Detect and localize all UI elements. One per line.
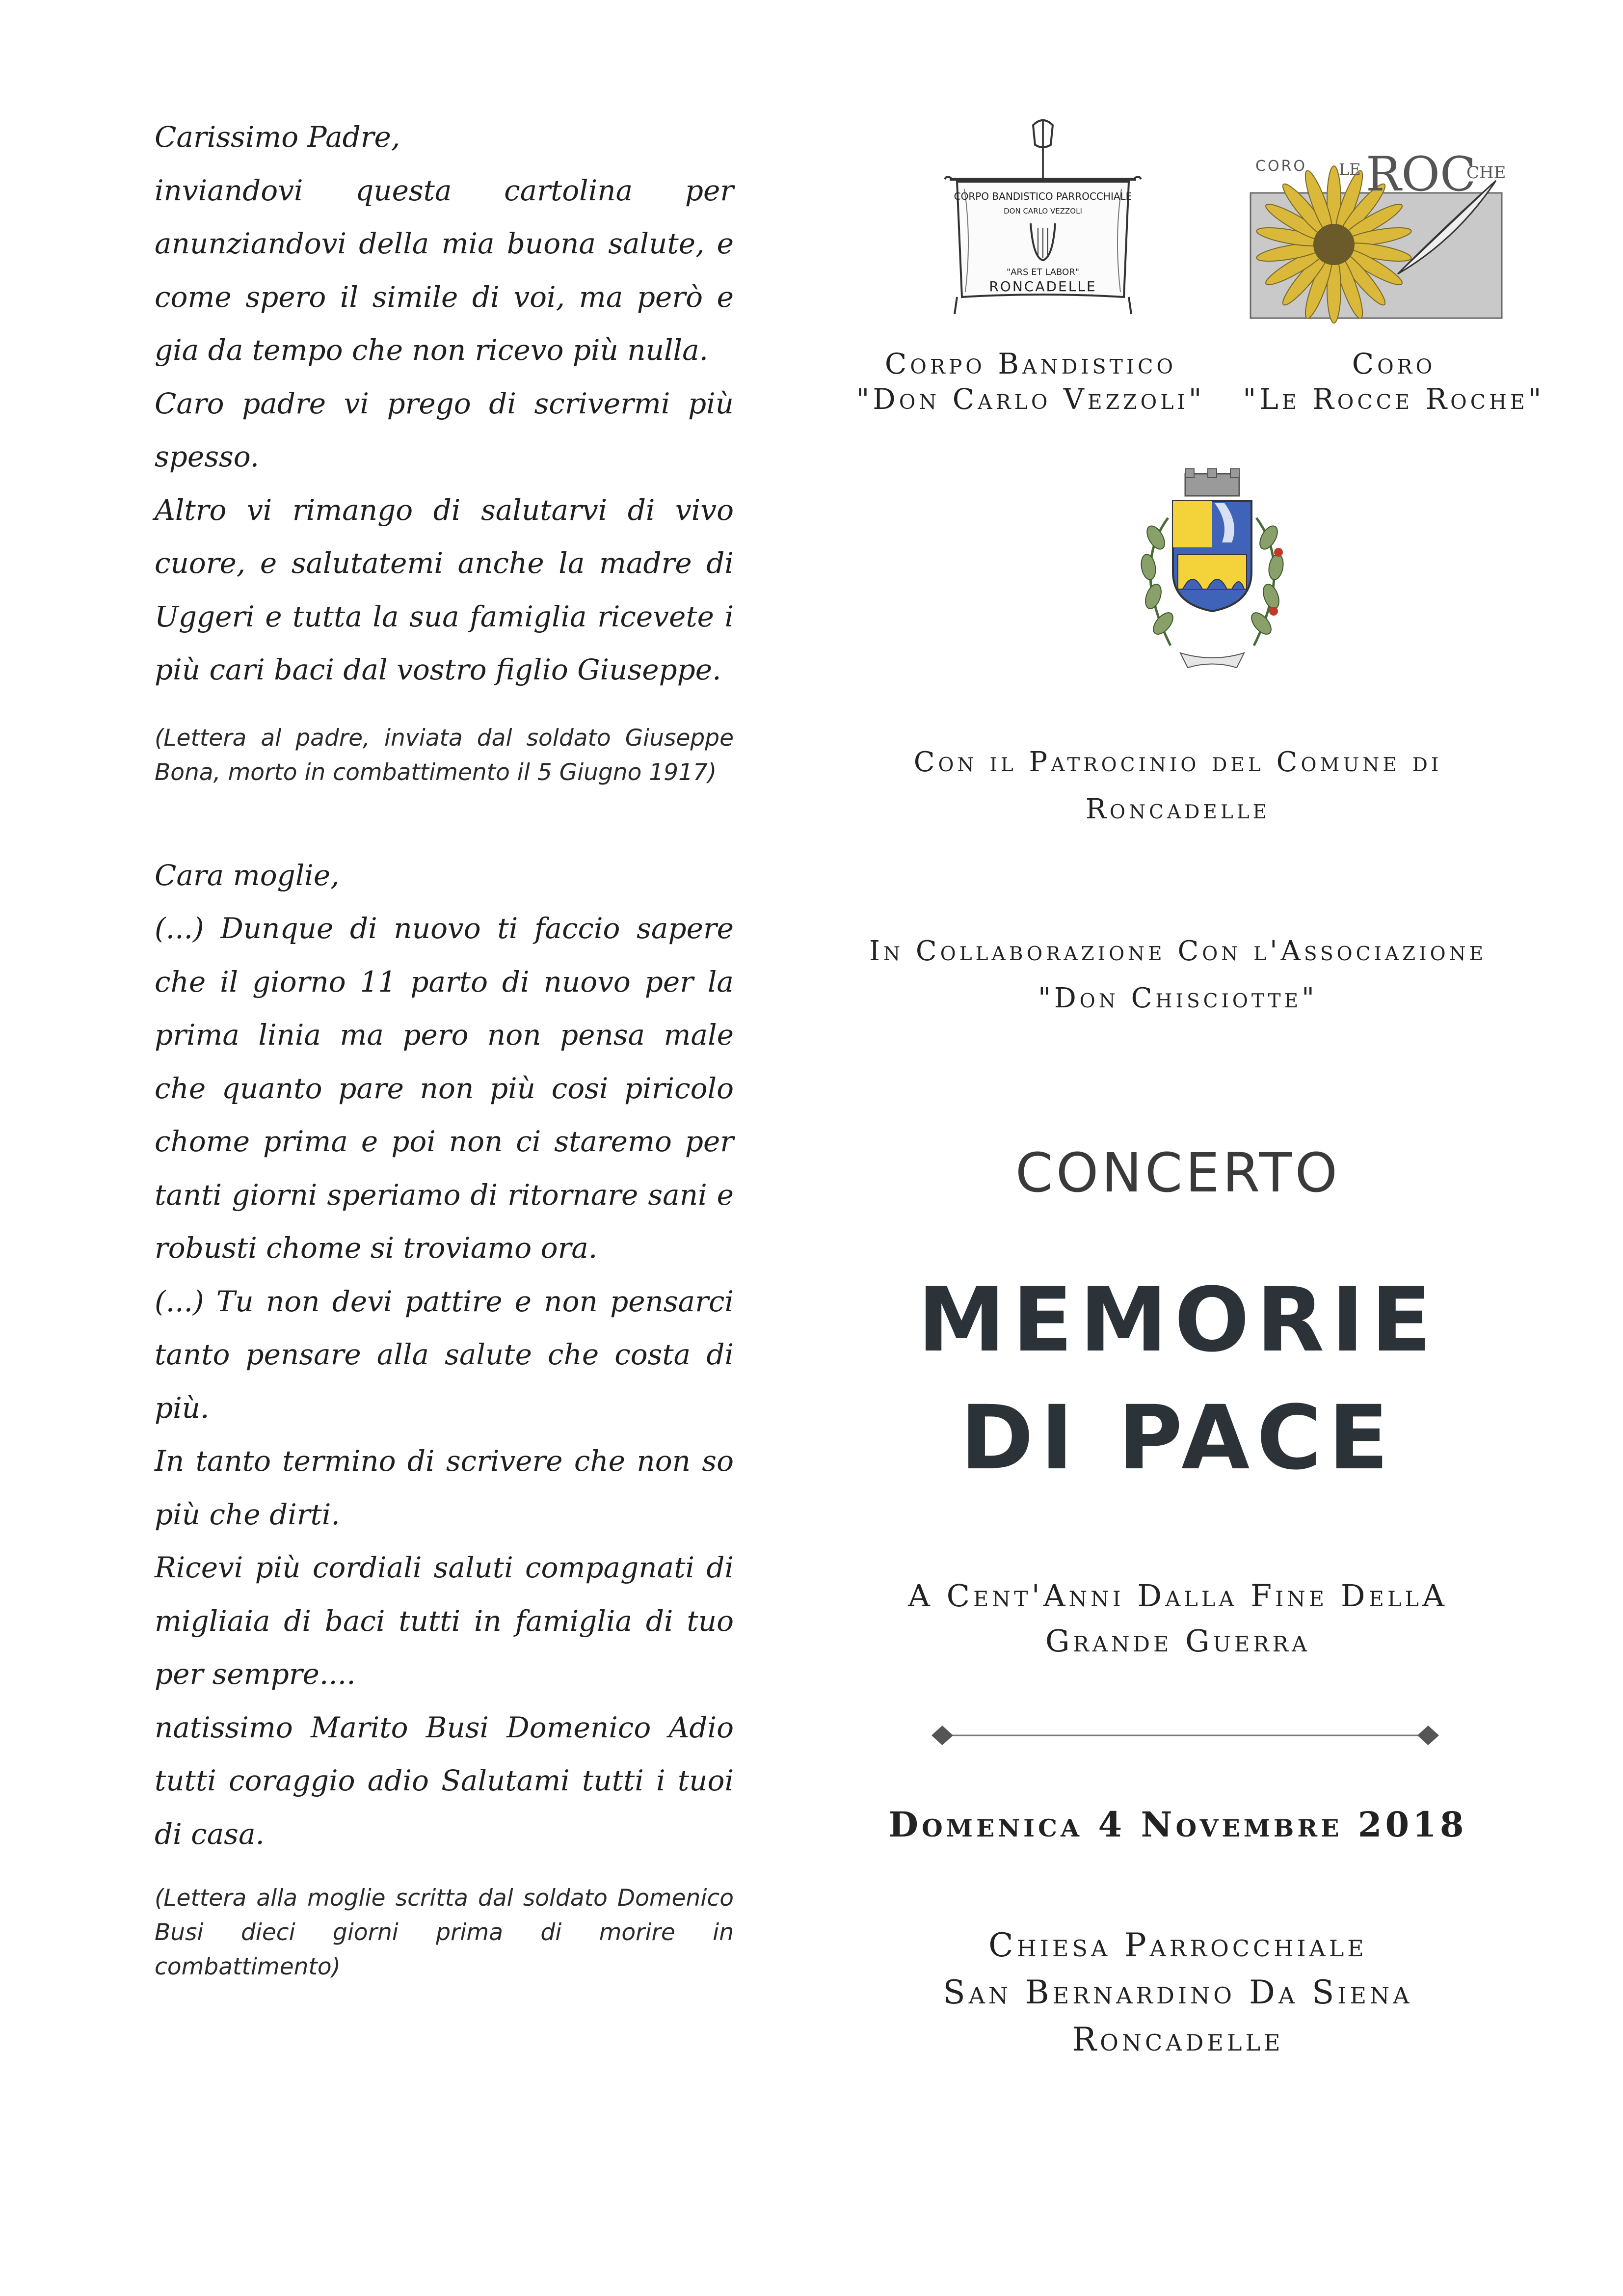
- band-banner-logo: [935, 115, 1151, 317]
- event-date: Domenica 4 Novembre 2018: [888, 1804, 1467, 1845]
- letter-line: In tanto termino di scrivere che non so più che dirti.: [155, 1444, 734, 1531]
- letter-line: Carissimo Padre,: [155, 120, 400, 154]
- patronage: [834, 739, 1521, 833]
- event-subtitle-line: Grande Guerra: [1045, 1623, 1311, 1659]
- letter-line: natissimo Marito Busi Domenico Adio tutti coraggio adio Salutami tutti i tuoi di casa.: [155, 1710, 734, 1851]
- letter-line: Cara moglie,: [155, 858, 340, 892]
- coro-logo-text: CHE: [1466, 163, 1506, 183]
- banner-text: DON CARLO VEZZOLI: [1004, 207, 1082, 216]
- collaboration-line: "Don Chisciotte": [1038, 982, 1318, 1014]
- banner-text: "ARS ET LABOR": [1006, 267, 1080, 277]
- letter-line: Ricevi più cordiali saluti compagnati di migliaia di baci tutti in famiglia di tuo per sempre....: [155, 1551, 734, 1691]
- banner-text: RONCADELLE: [989, 278, 1097, 295]
- coro-logo-text: LE: [1339, 160, 1361, 179]
- letter-line: inviandovi questa cartolina per anunziandovi della mia buona salute, e come spero il simile di voi, ma però e gia da tempo che non ricevo più nulla.: [155, 173, 734, 367]
- event-venue-line: Chiesa Parrocchiale: [988, 1926, 1367, 1964]
- banner-text: CORPO BANDISTICO PARROCCHIALE: [954, 190, 1132, 202]
- event-title-line: MEMORIE: [917, 1269, 1438, 1372]
- event-venue-line: San Bernardino Da Siena: [943, 1973, 1413, 2011]
- org-choir-line: "Le Rocce Roche": [1243, 382, 1545, 416]
- letter-to-father-caption: (Lettera al padre, inviata dal soldato Giuseppe Bona, morto in combattimento il 5 Giugno 1917): [155, 724, 734, 786]
- event-venue: [810, 1922, 1546, 2063]
- letter-to-wife: [155, 849, 734, 1861]
- event-title: [834, 1262, 1521, 1497]
- letter-line: (...) Dunque di nuovo ti faccio sapere che il giorno 11 parto di nuovo per la prima linia ma pero non pensa male che quanto pare non più cosi piricolo chome prima e poi non ci staremo per tanti giorni speriamo di ritornare sani e robusti chome si troviamo ora.: [155, 912, 734, 1265]
- org-band-line: "Don Carlo Vezzoli": [856, 382, 1205, 416]
- coro-logo-text: ROC: [1366, 147, 1476, 202]
- ornamental-divider: [928, 1721, 1443, 1750]
- letters-column: [155, 110, 734, 1984]
- org-band: [854, 346, 1207, 417]
- letter-to-wife-caption: (Lettera alla moglie scritta dal soldato Domenico Busi dieci giorni prima di morire in combattimento): [155, 1885, 734, 1980]
- org-choir: [1237, 346, 1551, 417]
- collaboration-line: In Collaborazione Con l'Associazione: [869, 935, 1487, 967]
- event-venue-line: Roncadelle: [1072, 2021, 1284, 2058]
- letter-to-father: [155, 110, 734, 697]
- coro-logo: [1251, 147, 1506, 318]
- patronage-line: Roncadelle: [1085, 793, 1271, 825]
- coro-logo-text: CORO: [1255, 158, 1307, 175]
- org-choir-line: Coro: [1352, 347, 1436, 380]
- municipal-coat-of-arms: [1112, 469, 1313, 675]
- org-band-line: Corpo Bandistico: [884, 347, 1177, 380]
- event-subtitle-line: A Cent'Anni Dalla Fine DellA: [908, 1578, 1448, 1614]
- collaboration: [810, 928, 1546, 1022]
- event-title-line: DI PACE: [960, 1387, 1396, 1489]
- letter-line: Caro padre vi prego di scrivermi più spesso.: [155, 386, 734, 473]
- letter-line: Altro vi rimango di salutarvi di vivo cuore, e salutatemi anche la madre di Uggeri e tutta la sua famiglia ricevete i più cari baci dal vostro figlio Giuseppe.: [155, 493, 734, 686]
- event-kind: CONCERTO: [1015, 1141, 1341, 1204]
- patronage-line: Con il Patrocinio del Comune di: [913, 746, 1442, 778]
- letter-line: (...) Tu non devi pattire e non pensarci tanto pensare alla salute che costa di più.: [155, 1284, 734, 1425]
- event-subtitle: [810, 1573, 1546, 1664]
